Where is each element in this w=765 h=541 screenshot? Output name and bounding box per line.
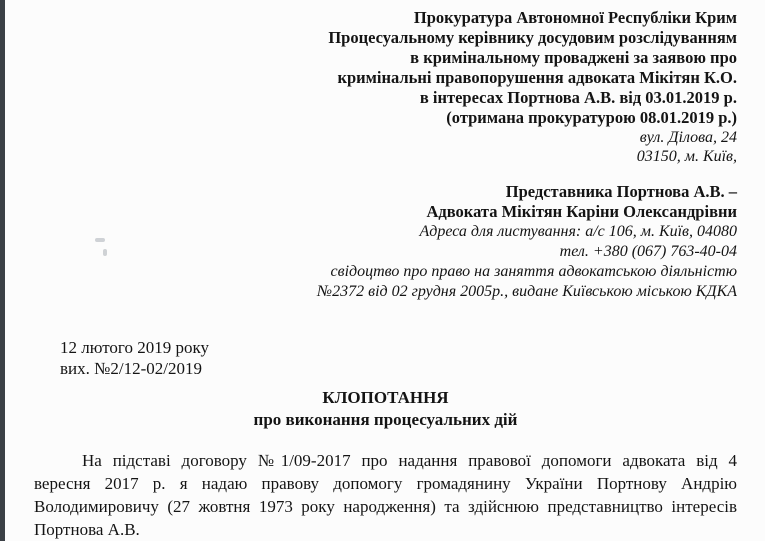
body-paragraph <box>34 449 737 541</box>
sender-line: Адвоката Мікітян Каріни Олександрівни <box>426 202 737 221</box>
sender-block <box>34 182 737 222</box>
addressee-line: (отримана прокуратурою 08.01.2019 р.) <box>446 108 737 127</box>
title-block <box>34 387 737 431</box>
sender-details-block <box>34 222 737 302</box>
document-subtitle: про виконання процесуальних дій <box>253 410 518 429</box>
body-line: вересня 2017 р. я надаю правову допомогу громадянину України Портнову Андрію <box>34 474 737 493</box>
document-title: КЛОПОТАННЯ <box>322 388 449 407</box>
addressee-line: Процесуальному керівнику досудовим розслідуванням <box>328 28 737 47</box>
addressee-line: в кримінальному проваджені за заявою про <box>410 48 737 67</box>
addressee-line: Прокуратура Автономної Республіки Крим <box>413 8 737 27</box>
sender-details-line: свідоцтво про право на заняття адвокатською діяльністю <box>330 263 737 280</box>
addressee-line: в інтересах Портнова А.В. від 03.01.2019 р. <box>419 88 737 107</box>
body-line: Портнова А.В. <box>34 520 140 539</box>
reference-number: вих. №2/12-02/2019 <box>60 359 202 378</box>
body-line: Володимировичу (27 жовтня 1973 року народження) та здійснюю представництво інтересів <box>34 497 737 516</box>
sender-details-line: тел. +380 (067) 763-40-04 <box>559 243 737 260</box>
addressee-address-line: 03150, м. Київ, <box>636 148 737 165</box>
body-line: На підставі договору №1/09-2017 про надання правової допомоги адвоката від 4 <box>82 451 737 470</box>
reference-date: 12 лютого 2019 року <box>60 338 209 357</box>
document-content <box>34 0 737 541</box>
addressee-line: кримінальні правопорушення адвоката Мікітян К.О. <box>337 68 737 87</box>
sender-details-line: №2372 від 02 грудня 2005р., видане Київською міською КДКА <box>317 283 737 300</box>
addressee-block <box>34 8 737 128</box>
addressee-address-block <box>34 128 737 166</box>
reference-block <box>60 337 737 379</box>
scan-edge-strip <box>0 0 5 541</box>
addressee-address-line: вул. Ділова, 24 <box>639 129 737 146</box>
sender-details-line: Адреса для листування: а/с 106, м. Київ, 04080 <box>419 223 737 240</box>
sender-line: Представника Портнова А.В. – <box>505 182 737 201</box>
